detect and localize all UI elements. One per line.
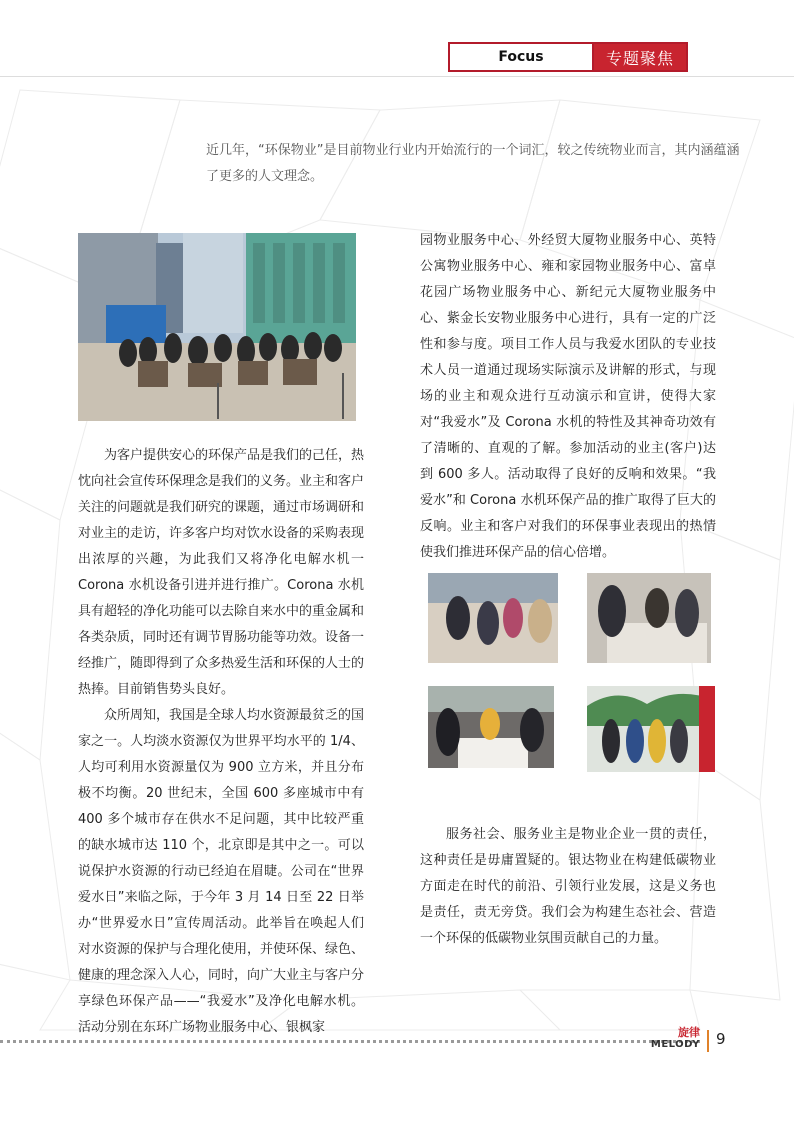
left-paragraph-1: 为客户提供安心的环保产品是我们的己任，热忱向社会宣传环保理念是我们的义务。业主和客户关注的问题就是我们研究的课题，通过市场调研和对业主的走访，许多客户均对饮水设备的采购表现出浓厚的兴趣，为此我们又将净化电解水机一 Corona 水机设备引进并进行推广。Corona 水机具有超轻的净化功能可以去除自来水中的重金属和各类杂质，同时还有调节胃肠功能等功效。设备一经推广，随即得到了众多热爱生活和环保的人士的热捧。目前销售势头良好。 <box>78 448 365 697</box>
footer-dotted-line <box>0 1040 700 1043</box>
section-label: 专题聚焦 <box>594 44 686 70</box>
event-photo-3 <box>428 686 554 768</box>
left-paragraph-2: 众所周知，我国是全球人均水资源最贫乏的国家之一。人均淡水资源仅为世界平均水平的 1/4、人均可利用水资源量仅为 900 立方米，并且分布极不均衡。20 世纪末，全国 600 多座城市中有 400 多个城市存在供水不足问题，其中比较严重的缺水城市达 110 个，北京即是其中之一。可以说保护水资源的行动已经迫在眉睫。公司在“世界爱水日”来临之际，于今年 3 月 14 日至 22 日举办“世界爱水日”宣传周活动。此举旨在唤起人们对水资源的保护与合理化使用，并使环保、绿色、健康的理念深入人心，同时，向广大业主与客户分享绿色环保产品——“我爱水”及净化电解水机。活动分别在东环广场物业服务中心、银枫家 <box>78 708 365 1035</box>
closing-paragraph: 服务社会、服务业主是物业企业一贯的责任，这种责任是毋庸置疑的。银达物业在构建低碳物业方面走在时代的前沿、引领行业发展，这是义务也是责任，责无旁贷。我们会为构建生态社会、营造一个环保的低碳物业氛围贡献自己的力量。 <box>420 827 716 946</box>
footer-separator <box>707 1030 709 1052</box>
page-number: 9 <box>716 1030 726 1048</box>
focus-label: Focus <box>450 44 594 70</box>
left-column-text <box>78 443 364 1041</box>
header-divider <box>0 76 794 77</box>
event-photo-2 <box>587 573 711 663</box>
magazine-brand <box>646 1027 700 1051</box>
right-paragraph: 园物业服务中心、外经贸大厦物业服务中心、英特公寓物业服务中心、雍和家园物业服务中心、富卓花园广场物业服务中心、新纪元大厦物业服务中心、紫金长安物业服务中心进行，具有一定的广泛性和参与度。项目工作人员与我爱水团队的专业技术人员一道通过现场实际演示及讲解的形式，与现场的业主和观众进行互动演示和宣讲，使得大家对“我爱水”及 Corona 水机的特性及其神奇功效有了清晰的、直观的了解。参加活动的业主(客户)达到 600 多人。活动取得了良好的反响和效果。“我爱水”和 Corona 水机环保产品的推广取得了巨大的反响。业主和客户对我们的环保事业表现出的热情使我们推进环保产品的信心倍增。 <box>420 233 716 560</box>
intro-paragraph: 近几年，“环保物业”是目前物业行业内开始流行的一个词汇，较之传统物业而言，其内涵蕴涵了更多的人文理念。 <box>206 143 740 184</box>
right-column-text <box>420 228 716 566</box>
event-photo-1 <box>428 573 558 663</box>
brand-english: MELODY <box>650 1039 700 1050</box>
section-header-tab <box>448 42 688 72</box>
closing-text <box>420 822 716 952</box>
brand-chinese: 旋律 <box>678 1026 700 1039</box>
event-photo-4 <box>587 686 715 772</box>
event-photo-main <box>78 233 356 421</box>
